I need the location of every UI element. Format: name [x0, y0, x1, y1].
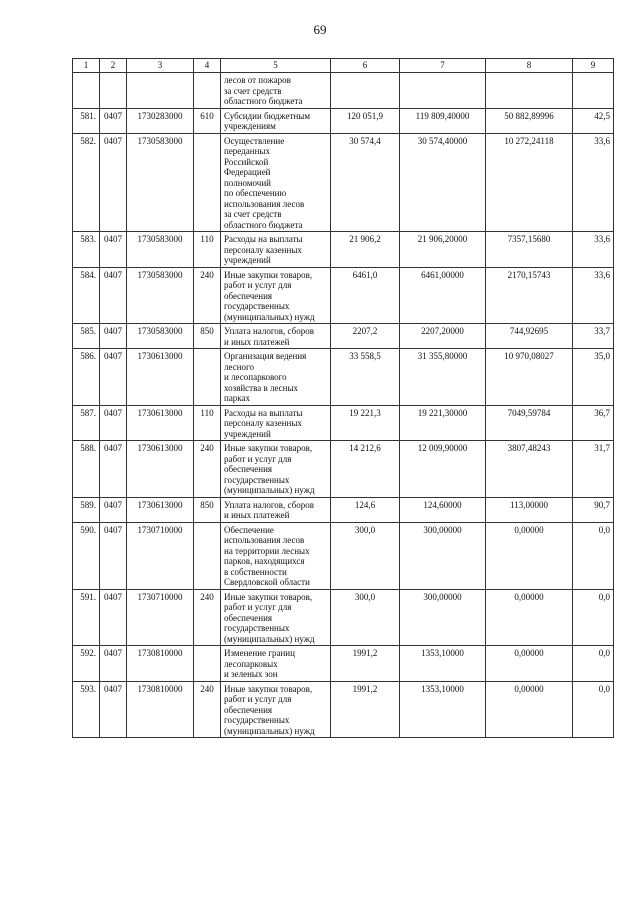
executed-amount-cell: 0,00000: [486, 646, 573, 682]
approved-amount-cell: 6461,0: [331, 267, 400, 324]
execution-percent-cell: 35,0: [573, 349, 614, 406]
expense-type-cell: [194, 73, 221, 109]
row-number-cell: 592.: [73, 646, 100, 682]
description-line: Расходы на выплаты: [224, 234, 303, 244]
revised-amount-cell: 6461,00000: [400, 267, 486, 324]
description-line: Иные закупки товаров,: [224, 269, 313, 280]
header-cell: 3: [127, 59, 194, 73]
header-cell: 8: [486, 59, 573, 73]
expense-type-cell: 850: [194, 497, 221, 522]
description-line: работ и услуг для: [224, 694, 292, 704]
execution-percent-cell: 33,6: [573, 232, 614, 268]
section-code-cell: 0407: [100, 133, 127, 232]
description-line: учреждениям: [224, 121, 276, 131]
row-number-cell: 591.: [73, 589, 100, 646]
approved-amount-cell: [331, 73, 400, 109]
description-line: Уплата налогов, сборов: [224, 499, 314, 510]
execution-percent-cell: 90,7: [573, 497, 614, 522]
table-row: [73, 267, 614, 324]
header-cell: 5: [221, 59, 331, 73]
target-article-cell: 1730583000: [127, 324, 194, 349]
description-line: за счет средств: [224, 209, 282, 219]
description-line: Организация ведения: [224, 351, 307, 361]
expense-type-cell: 110: [194, 405, 221, 441]
table-row: [73, 324, 614, 349]
header-cell: 9: [573, 59, 614, 73]
target-article-cell: 1730583000: [127, 133, 194, 232]
row-number-cell: 593.: [73, 681, 100, 738]
section-code-cell: 0407: [100, 405, 127, 441]
description-line: работ и услуг для: [224, 602, 292, 612]
description-cell: [221, 133, 331, 232]
revised-amount-cell: 30 574,40000: [400, 133, 486, 232]
expense-type-cell: 850: [194, 324, 221, 349]
revised-amount-cell: 1353,10000: [400, 681, 486, 738]
table-row: [73, 681, 614, 738]
target-article-cell: 1730583000: [127, 232, 194, 268]
description-line: Осуществление: [224, 135, 285, 146]
approved-amount-cell: 124,6: [331, 497, 400, 522]
table-row: [73, 108, 614, 133]
executed-amount-cell: 0,00000: [486, 589, 573, 646]
description-line: Иные закупки товаров,: [224, 683, 313, 694]
execution-percent-cell: 36,7: [573, 405, 614, 441]
description-cell: [221, 441, 331, 498]
revised-amount-cell: 12 009,90000: [400, 441, 486, 498]
row-number-cell: [73, 73, 100, 109]
description-line: государственных: [224, 301, 290, 311]
row-number-cell: 588.: [73, 441, 100, 498]
execution-percent-cell: 33,6: [573, 133, 614, 232]
description-line: и иных платежей: [224, 336, 290, 347]
section-code-cell: 0407: [100, 681, 127, 738]
row-number-cell: 589.: [73, 497, 100, 522]
revised-amount-cell: 124,60000: [400, 497, 486, 522]
row-number-cell: 582.: [73, 133, 100, 232]
description-line: учреждений: [224, 428, 271, 439]
row-number-cell: 587.: [73, 405, 100, 441]
header-cell: 2: [100, 59, 127, 73]
target-article-cell: 1730583000: [127, 267, 194, 324]
approved-amount-cell: 300,0: [331, 589, 400, 646]
table-row: [73, 232, 614, 268]
table-row: [73, 646, 614, 682]
description-line: Расходы на выплаты: [224, 407, 303, 418]
executed-amount-cell: 113,00000: [486, 497, 573, 522]
row-number-cell: 586.: [73, 349, 100, 406]
description-cell: [221, 349, 331, 406]
description-line: на территории лесных: [224, 545, 310, 556]
description-cell: [221, 497, 331, 522]
approved-amount-cell: 1991,2: [331, 681, 400, 738]
table-row: [73, 405, 614, 441]
execution-percent-cell: 0,0: [573, 589, 614, 646]
execution-percent-cell: 33,6: [573, 267, 614, 324]
description-line: и иных платежей: [224, 510, 290, 520]
executed-amount-cell: 0,00000: [486, 681, 573, 738]
description-line: обеспечения: [224, 612, 273, 623]
description-cell: [221, 267, 331, 324]
expense-type-cell: [194, 646, 221, 682]
description-line: обеспечения: [224, 704, 273, 715]
revised-amount-cell: 300,00000: [400, 589, 486, 646]
description-line: Обеспечение: [224, 524, 274, 535]
table-row: [73, 497, 614, 522]
section-code-cell: 0407: [100, 646, 127, 682]
description-line: использования лесов: [224, 198, 305, 209]
executed-amount-cell: 2170,15743: [486, 267, 573, 324]
description-line: персоналу казенных: [224, 244, 302, 255]
target-article-cell: 1730283000: [127, 108, 194, 133]
revised-amount-cell: 119 809,40000: [400, 108, 486, 133]
execution-percent-cell: [573, 73, 614, 109]
description-cell: [221, 232, 331, 268]
target-article-cell: [127, 73, 194, 109]
table-row: [73, 133, 614, 232]
description-line: Российской: [224, 156, 269, 167]
description-line: парках: [224, 393, 251, 403]
description-line: лесов от пожаров: [224, 75, 291, 85]
table-row: [73, 349, 614, 406]
table-body: [73, 73, 614, 738]
revised-amount-cell: 2207,20000: [400, 324, 486, 349]
target-article-cell: 1730613000: [127, 405, 194, 441]
execution-percent-cell: 42,5: [573, 108, 614, 133]
table-row: [73, 73, 614, 109]
section-code-cell: 0407: [100, 232, 127, 268]
description-cell: [221, 522, 331, 589]
approved-amount-cell: 300,0: [331, 522, 400, 589]
description-line: парков, находящихся: [224, 556, 305, 566]
approved-amount-cell: 21 906,2: [331, 232, 400, 268]
table-row: [73, 441, 614, 498]
section-code-cell: 0407: [100, 441, 127, 498]
description-line: работ и услуг для: [224, 453, 292, 464]
revised-amount-cell: 21 906,20000: [400, 232, 486, 268]
executed-amount-cell: 10 272,24118: [486, 133, 573, 232]
approved-amount-cell: 2207,2: [331, 324, 400, 349]
description-line: Федерацией: [224, 167, 271, 177]
row-number-cell: 590.: [73, 522, 100, 589]
target-article-cell: 1730710000: [127, 589, 194, 646]
target-article-cell: 1730810000: [127, 646, 194, 682]
description-line: полномочий: [224, 177, 271, 188]
section-code-cell: 0407: [100, 522, 127, 589]
description-line: переданных: [224, 146, 270, 156]
section-code-cell: 0407: [100, 267, 127, 324]
target-article-cell: 1730710000: [127, 522, 194, 589]
executed-amount-cell: 744,92695: [486, 324, 573, 349]
description-line: (муниципальных) нужд: [224, 485, 315, 495]
section-code-cell: [100, 73, 127, 109]
execution-percent-cell: 31,7: [573, 441, 614, 498]
section-code-cell: 0407: [100, 108, 127, 133]
description-line: обеспечения: [224, 290, 273, 301]
description-line: (муниципальных) нужд: [224, 311, 315, 322]
description-line: (муниципальных) нужд: [224, 633, 315, 644]
description-cell: [221, 73, 331, 109]
row-number-cell: 583.: [73, 232, 100, 268]
execution-percent-cell: 0,0: [573, 646, 614, 682]
row-number-cell: 581.: [73, 108, 100, 133]
description-line: лесопарковых: [224, 658, 278, 669]
description-line: областного бюджета: [224, 219, 303, 230]
expense-type-cell: [194, 349, 221, 406]
execution-percent-cell: 0,0: [573, 681, 614, 738]
description-line: государственных: [224, 474, 290, 485]
approved-amount-cell: 19 221,3: [331, 405, 400, 441]
approved-amount-cell: 1991,2: [331, 646, 400, 682]
section-code-cell: 0407: [100, 324, 127, 349]
description-cell: [221, 108, 331, 133]
section-code-cell: 0407: [100, 589, 127, 646]
description-cell: [221, 646, 331, 682]
header-cell: 7: [400, 59, 486, 73]
expense-type-cell: 240: [194, 441, 221, 498]
section-code-cell: 0407: [100, 349, 127, 406]
executed-amount-cell: 50 882,89996: [486, 108, 573, 133]
description-line: работ и услуг для: [224, 280, 292, 290]
description-line: Иные закупки товаров,: [224, 443, 313, 453]
header-cell: 1: [73, 59, 100, 73]
description-line: и зеленых зон: [224, 669, 278, 679]
description-line: лесного: [224, 361, 254, 372]
revised-amount-cell: 31 355,80000: [400, 349, 486, 406]
budget-table: [72, 58, 614, 738]
expense-type-cell: 240: [194, 681, 221, 738]
target-article-cell: 1730613000: [127, 441, 194, 498]
expense-type-cell: 610: [194, 108, 221, 133]
expense-type-cell: 240: [194, 267, 221, 324]
approved-amount-cell: 120 051,9: [331, 108, 400, 133]
revised-amount-cell: 1353,10000: [400, 646, 486, 682]
table-row: [73, 522, 614, 589]
description-line: по обеспечению: [224, 188, 287, 198]
target-article-cell: 1730810000: [127, 681, 194, 738]
approved-amount-cell: 30 574,4: [331, 133, 400, 232]
description-line: учреждений: [224, 255, 271, 265]
executed-amount-cell: 0,00000: [486, 522, 573, 589]
description-cell: [221, 405, 331, 441]
description-line: Субсидии бюджетным: [224, 110, 311, 121]
description-line: обеспечения: [224, 464, 273, 474]
description-line: (муниципальных) нужд: [224, 725, 315, 736]
expense-type-cell: [194, 522, 221, 589]
executed-amount-cell: [486, 73, 573, 109]
executed-amount-cell: 7357,15680: [486, 232, 573, 268]
revised-amount-cell: 19 221,30000: [400, 405, 486, 441]
revised-amount-cell: [400, 73, 486, 109]
page-number: 69: [313, 22, 327, 37]
description-line: в собственности: [224, 566, 287, 577]
description-cell: [221, 324, 331, 349]
description-line: использования лесов: [224, 535, 305, 545]
executed-amount-cell: 7049,59784: [486, 405, 573, 441]
expense-type-cell: 240: [194, 589, 221, 646]
description-line: и лесопаркового: [224, 372, 287, 382]
target-article-cell: 1730613000: [127, 497, 194, 522]
header-cell: 4: [194, 59, 221, 73]
description-cell: [221, 589, 331, 646]
description-line: Свердловской области: [224, 577, 310, 587]
description-line: государственных: [224, 623, 290, 633]
row-number-cell: 585.: [73, 324, 100, 349]
executed-amount-cell: 3807,48243: [486, 441, 573, 498]
table-header-row: [73, 59, 614, 73]
expense-type-cell: 110: [194, 232, 221, 268]
executed-amount-cell: 10 970,08027: [486, 349, 573, 406]
description-line: за счет средств: [224, 85, 282, 96]
target-article-cell: 1730613000: [127, 349, 194, 406]
approved-amount-cell: 33 558,5: [331, 349, 400, 406]
section-code-cell: 0407: [100, 497, 127, 522]
execution-percent-cell: 0,0: [573, 522, 614, 589]
expense-type-cell: [194, 133, 221, 232]
execution-percent-cell: 33,7: [573, 324, 614, 349]
description-line: Изменение границ: [224, 648, 295, 658]
approved-amount-cell: 14 212,6: [331, 441, 400, 498]
description-line: хозяйства в лесных: [224, 382, 299, 393]
table-row: [73, 589, 614, 646]
description-line: Иные закупки товаров,: [224, 591, 313, 602]
description-line: персоналу казенных: [224, 418, 302, 428]
description-cell: [221, 681, 331, 738]
header-cell: 6: [331, 59, 400, 73]
revised-amount-cell: 300,00000: [400, 522, 486, 589]
description-line: Уплата налогов, сборов: [224, 326, 314, 336]
row-number-cell: 584.: [73, 267, 100, 324]
description-line: областного бюджета: [224, 96, 303, 106]
description-line: государственных: [224, 715, 290, 725]
